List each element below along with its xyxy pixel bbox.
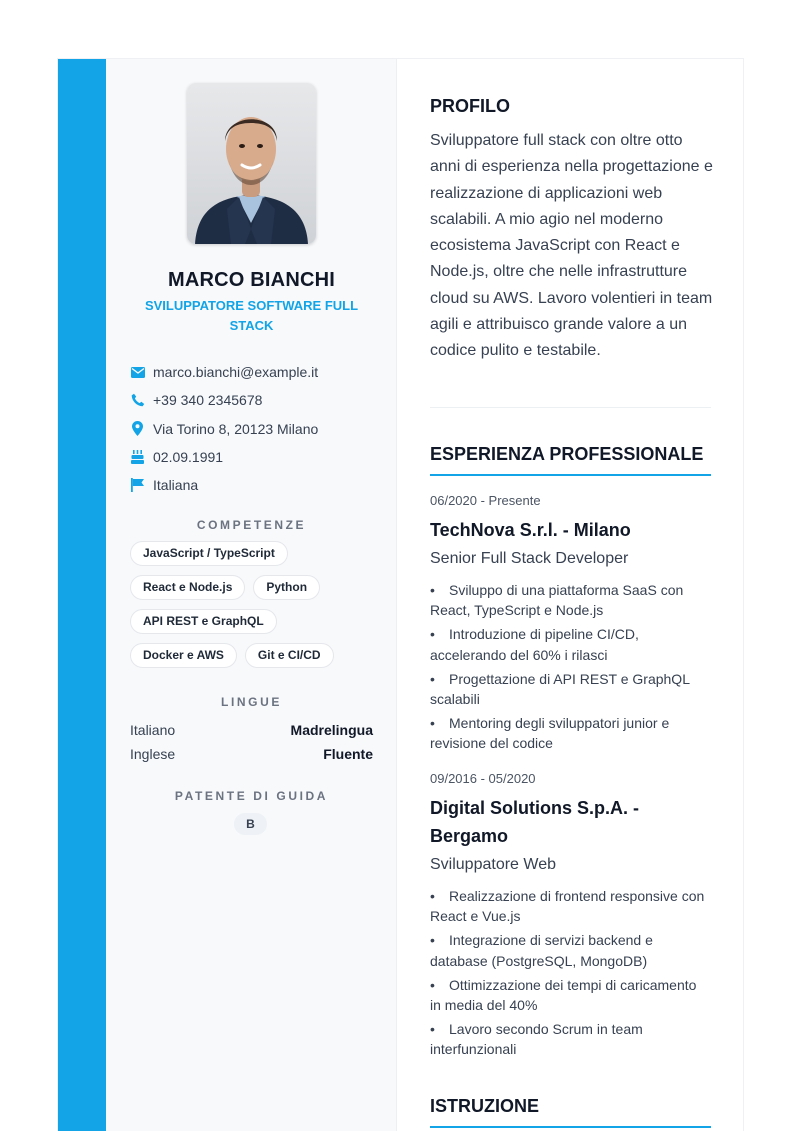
job-entry	[430, 493, 711, 758]
job-bullet: • Introduzione di pipeline CI/CD, accelerando del 60% i rilasci	[430, 626, 639, 663]
contact-nationality	[130, 471, 373, 499]
job-role: Sviluppatore Web	[430, 856, 556, 873]
person-name: MARCO BIANCHI	[167, 269, 336, 291]
language-level: Fluente	[323, 746, 373, 762]
skills-list	[130, 541, 373, 668]
birthdate-text: 02.09.1991	[153, 449, 224, 466]
job-date: 09/2016 - 05/2020	[430, 771, 536, 786]
person-title: SVILUPPATORE SOFTWARE FULL STACK	[144, 298, 359, 333]
job-bullet: • Ottimizzazione dei tempi di caricamento in media del 40%	[430, 976, 697, 1014]
contact-phone[interactable]	[130, 386, 373, 414]
job-entry	[430, 771, 711, 1064]
skill-chip: API REST e GraphQL	[130, 609, 277, 634]
location-icon	[130, 421, 145, 436]
skill-chip: JavaScript / TypeScript	[130, 541, 288, 566]
skill-chip: Python	[253, 575, 320, 600]
profile-photo	[187, 83, 316, 244]
job-bullets	[430, 886, 711, 1060]
email-icon	[130, 365, 145, 380]
flag-icon	[130, 478, 145, 493]
profile-text: Sviluppatore full stack con oltre otto anni di esperienza nella progettazione e realizzazione di applicazioni web scalabili. A mio agio nel moderno ecosistema JavaScript con React e Node.js, oltre che nelle infrastrutture cloud su AWS. Lavoro volentieri in team agili e attribuisco grande valore a un codice pulito e testabile.	[430, 132, 713, 360]
email-text: marco.bianchi@example.it	[153, 364, 319, 381]
phone-text: +39 340 2345678	[153, 392, 263, 409]
skills-title: COMPETENZE	[196, 518, 307, 532]
sidebar	[106, 59, 397, 1131]
experience-heading: ESPERIENZA PROFESSIONALE	[430, 444, 711, 476]
profile-heading: PROFILO	[430, 96, 510, 116]
skill-chip: Docker e AWS	[130, 643, 237, 668]
birthday-cake-icon	[130, 450, 145, 465]
job-bullet: • Mentoring degli sviluppatori junior e revisione del codice	[430, 715, 670, 752]
resume-page	[57, 58, 744, 1131]
address-text: Via Torino 8, 20123 Milano	[153, 420, 319, 437]
job-company: TechNova S.r.l. - Milano	[430, 520, 631, 540]
job-bullet: • Sviluppo di una piattaforma SaaS con React, TypeScript e Node.js	[430, 582, 684, 619]
language-name: Inglese	[130, 746, 176, 762]
job-bullet: • Integrazione di servizi backend e database (PostgreSQL, MongoDB)	[430, 932, 653, 969]
contact-list	[130, 358, 373, 499]
skill-chip: React e Node.js	[130, 575, 245, 600]
accent-bar	[58, 59, 106, 1131]
contact-address	[130, 415, 373, 443]
language-name: Italiano	[130, 722, 176, 738]
skill-chip: Git e CI/CD	[245, 643, 334, 668]
contact-email[interactable]	[130, 358, 373, 386]
job-role: Senior Full Stack Developer	[430, 550, 629, 567]
job-bullet: • Lavoro secondo Scrum in team interfunzionali	[430, 1021, 643, 1058]
nationality-text: Italiana	[153, 477, 199, 494]
phone-icon	[130, 393, 145, 408]
languages-title: LINGUE	[221, 695, 282, 709]
license-title: PATENTE DI GUIDA	[174, 789, 329, 803]
language-row	[130, 718, 373, 742]
job-bullets	[430, 580, 711, 754]
language-row	[130, 742, 373, 766]
contact-birthdate	[130, 443, 373, 471]
main-column	[398, 59, 744, 1131]
job-bullet: • Realizzazione di frontend responsive con React e Vue.js	[430, 888, 705, 925]
language-level: Madrelingua	[290, 722, 373, 738]
languages-list	[130, 718, 373, 766]
license-badge: B	[234, 813, 267, 835]
job-company: Digital Solutions S.p.A. - Bergamo	[430, 798, 639, 846]
job-bullet: • Progettazione di API REST e GraphQL scalabili	[430, 670, 690, 708]
job-date: 06/2020 - Presente	[430, 493, 541, 508]
section-divider	[430, 407, 711, 408]
education-heading: ISTRUZIONE	[430, 1096, 711, 1128]
